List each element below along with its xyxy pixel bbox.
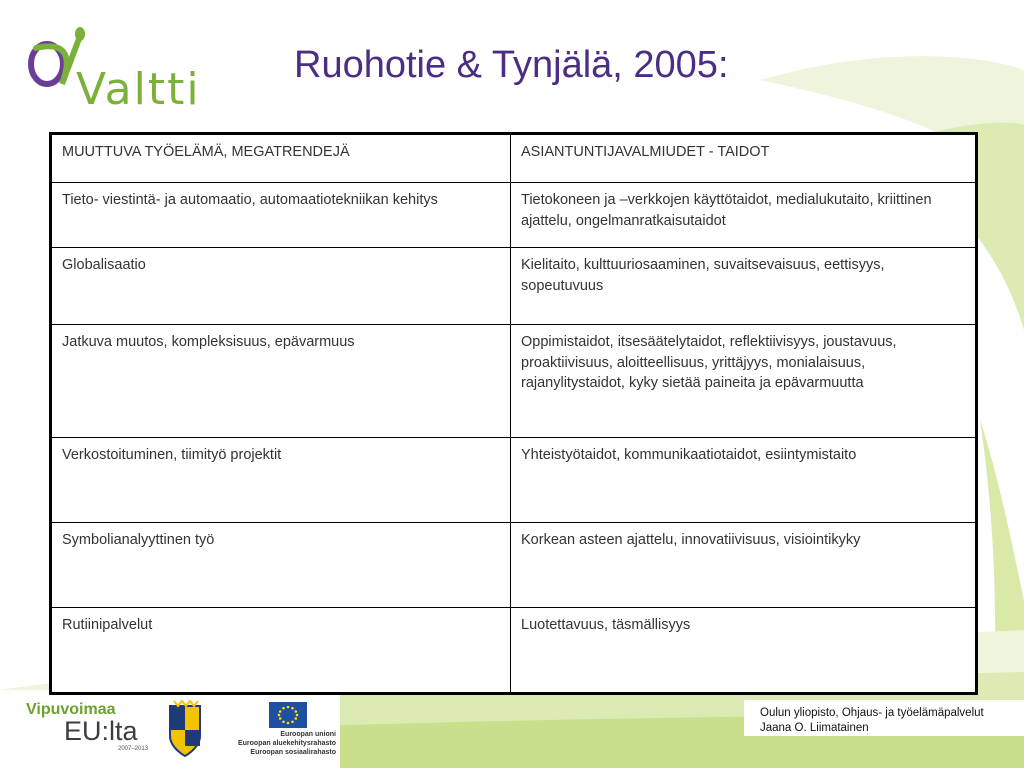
skills-table-container <box>49 132 975 692</box>
valtti-logo-text: Valtti <box>76 64 201 115</box>
coat-of-arms-icon <box>162 698 208 758</box>
footer-credit <box>760 706 984 736</box>
table-cell: Rutiinipalvelut <box>51 608 511 694</box>
table-cell: Globalisaatio <box>51 248 511 325</box>
table-row <box>51 248 977 325</box>
eulta-years-text: 2007–2013 <box>118 746 149 752</box>
table-cell: Symbolianalyyttinen työ <box>51 523 511 608</box>
table-cell: Tietokoneen ja –verkkojen käyttötaidot, medialukutaito, kriittinen ajattelu, ongelmanratkaisutaidot <box>511 183 977 248</box>
table-row <box>51 438 977 523</box>
table-cell: Verkostoituminen, tiimityö projektit <box>51 438 511 523</box>
table-header-row <box>51 134 977 183</box>
table-cell: Oppimistaidot, itsesäätelytaidot, reflektiivisyys, joustavuus, proaktiivisuus, aloitteellisuus, yrittäjyys, monialaisuus, rajanylitystaidot, kyky sietää paineita ja epävarmuutta <box>511 325 977 438</box>
eu-flag-icon <box>269 702 307 728</box>
table-row <box>51 523 977 608</box>
eu-funding-line: Euroopan aluekehitysrahasto <box>237 740 336 747</box>
table-header-cell: ASIANTUNTIJAVALMIUDET - TAIDOT <box>511 134 977 183</box>
table-cell: Luotettavuus, täsmällisyys <box>511 608 977 694</box>
table-header-cell: MUUTTUVA TYÖELÄMÄ, MEGATRENDEJÄ <box>51 134 511 183</box>
eu-funding-text <box>216 730 336 757</box>
table-cell: Kielitaito, kulttuuriosaaminen, suvaitsevaisuus, eettisyys, sopeutuvuus <box>511 248 977 325</box>
footer-logos <box>22 696 336 762</box>
eu-funding-line: Euroopan unioni <box>280 731 336 738</box>
table-row <box>51 183 977 248</box>
table-cell: Jatkuva muutos, kompleksisuus, epävarmuus <box>51 325 511 438</box>
footer-credit-line: Jaana O. Liimatainen <box>760 722 869 734</box>
footer-credit-line: Oulun yliopisto, Ohjaus- ja työelämäpalvelut <box>760 707 984 719</box>
eulta-logo-text: EU:lta <box>64 716 138 746</box>
skills-table <box>49 132 978 695</box>
table-row <box>51 325 977 438</box>
table-row <box>51 608 977 694</box>
table-cell: Korkean asteen ajattelu, innovatiivisuus, visiointikyky <box>511 523 977 608</box>
table-cell: Yhteistyötaidot, kommunikaatiotaidot, esiintymistaito <box>511 438 977 523</box>
table-cell: Tieto- viestintä- ja automaatio, automaatiotekniikan kehitys <box>51 183 511 248</box>
vipuvoimaa-logo-text: Vipuvoimaa <box>26 701 116 718</box>
eu-funding-line: Euroopan sosiaalirahasto <box>250 749 336 756</box>
slide-title: Ruohotie & Tynjälä, 2005: <box>294 44 729 86</box>
